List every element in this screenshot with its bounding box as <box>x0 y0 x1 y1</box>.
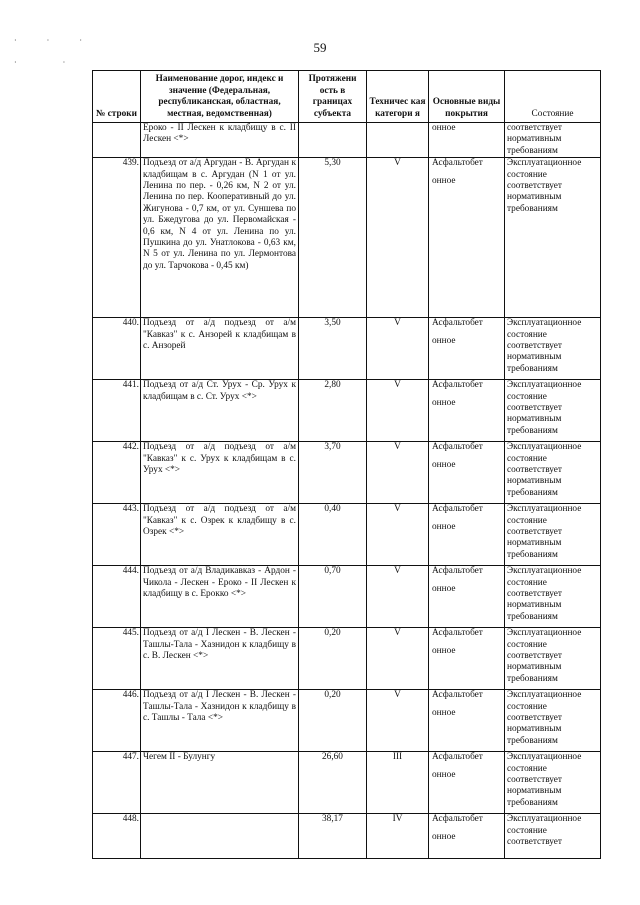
header-length: Протяжени ость в границах субъекта <box>299 71 367 123</box>
road-category: V <box>367 690 429 752</box>
road-name: Подъезд от а/д Аргудан - В. Аргудан к кладбищам в с. Аргудан (N 1 от ул. Ленина по пер. - 0,26 км, N 2 от ул. Ленина по пер. Кооперативный до ул. Жигунова - 0,7 км, от ул. Суншева по ул. Бжедугова до ул. Первомайская - 0,6 км, N 4 от ул. Ленина по ул. Пушкина до ул. Унатлокова - 0,63 км, N 5 от ул. Ленина по ул. Лермонтова до ул. Тарчокова - 0,45 км) <box>141 158 299 318</box>
road-condition: Эксплуатационное состояние соответствует нормативным требованиям <box>505 566 601 628</box>
road-name: Подъезд от а/д I Лескен - В. Лескен - Ташлы-Тала - Хазнидон к кладбищу в с. Ташлы - Тала <*> <box>141 690 299 752</box>
road-category: V <box>367 158 429 318</box>
surface-line-2: онное <box>432 459 456 470</box>
row-number: 441. <box>93 380 141 442</box>
road-surface <box>429 442 505 504</box>
road-name: Подъезд от а/д Владикавказ - Ардон - Чикола - Лескен - Ероко - II Лескен к кладбищу в с. Ерокко <*> <box>141 566 299 628</box>
road-name <box>141 814 299 859</box>
table-row <box>93 442 601 504</box>
surface-line-2: онное <box>432 645 456 656</box>
table-row <box>93 814 601 859</box>
scan-corner-marks: · · · · · <box>14 36 96 67</box>
road-length: 2,80 <box>299 380 367 442</box>
road-length: 0,40 <box>299 504 367 566</box>
surface-line-1: Асфальтобет <box>432 380 483 391</box>
table-header-row <box>93 71 601 123</box>
road-surface <box>429 752 505 814</box>
road-condition: Эксплуатационное состояние соответствует нормативным требованиям <box>505 690 601 752</box>
row-number: 439. <box>93 158 141 318</box>
surface-line-1: Асфальтобет <box>432 504 483 515</box>
row-number: 442. <box>93 442 141 504</box>
row-number: 448. <box>93 814 141 859</box>
road-surface <box>429 566 505 628</box>
road-name: Подъезд от а/д Ст. Урух - Ср. Урух к кладбищам в с. Ст. Урух <*> <box>141 380 299 442</box>
header-category: Техничес кая категори я <box>367 71 429 123</box>
road-length <box>299 123 367 158</box>
surface-line-2: онное <box>432 831 456 842</box>
road-category: V <box>367 628 429 690</box>
road-surface <box>429 690 505 752</box>
row-number: 447. <box>93 752 141 814</box>
surface-line-1: Асфальтобет <box>432 690 483 701</box>
road-category: V <box>367 442 429 504</box>
surface-line-1: Асфальтобет <box>432 158 483 169</box>
header-surface: Основные виды покрытия <box>429 71 505 123</box>
road-length: 5,30 <box>299 158 367 318</box>
road-surface <box>429 158 505 318</box>
road-condition: Эксплуатационное состояние соответствует нормативным требованиям <box>505 752 601 814</box>
row-number: 446. <box>93 690 141 752</box>
surface-line-2: онное <box>432 175 456 186</box>
road-category: III <box>367 752 429 814</box>
surface-line-1: Асфальтобет <box>432 442 483 453</box>
table-row <box>93 752 601 814</box>
road-condition: Эксплуатационное состояние соответствует нормативным требованиям <box>505 628 601 690</box>
road-name: Подъезд от а/д подъезд от а/м "Кавказ" к с. Урух к кладбищам в с. Урух <*> <box>141 442 299 504</box>
roads-table <box>92 70 601 859</box>
road-length: 0,70 <box>299 566 367 628</box>
surface-line-2: онное <box>432 707 456 718</box>
table-row <box>93 504 601 566</box>
road-name: Подъезд от а/д подъезд от а/м "Кавказ" к с. Анзорей к кладбищам в с. Анзорей <box>141 318 299 380</box>
road-category: V <box>367 504 429 566</box>
table-row <box>93 380 601 442</box>
road-condition: Эксплуатационное состояние соответствует нормативным требованиям <box>505 318 601 380</box>
table-row <box>93 628 601 690</box>
surface-line-2: онное <box>432 769 456 780</box>
road-category: V <box>367 318 429 380</box>
road-length: 38,17 <box>299 814 367 859</box>
road-category <box>367 123 429 158</box>
road-surface <box>429 380 505 442</box>
header-row-number: № строки <box>93 71 141 123</box>
surface-line-1: Асфальтобет <box>432 752 483 763</box>
road-condition: соответствует нормативным требованиям <box>505 123 601 158</box>
table-row <box>93 566 601 628</box>
header-condition: Состояние <box>505 71 601 123</box>
road-condition: Эксплуатационное состояние соответствует нормативным требованиям <box>505 504 601 566</box>
road-name: Подъезд от а/д подъезд от а/м "Кавказ" к с. Озрек к кладбищу в с. Озрек <*> <box>141 504 299 566</box>
road-category: V <box>367 380 429 442</box>
road-surface <box>429 318 505 380</box>
row-number: 444. <box>93 566 141 628</box>
road-name: Подъезд от а/д I Лескен - В. Лескен - Ташлы-Тала - Хазнидон к кладбищу в с. В. Лескен <*> <box>141 628 299 690</box>
table-row <box>93 123 601 158</box>
surface-line-1: Асфальтобет <box>432 318 483 329</box>
road-name: Чегем II - Булунгу <box>141 752 299 814</box>
surface-line-1: Асфальтобет <box>432 814 483 825</box>
road-length: 0,20 <box>299 690 367 752</box>
road-category: IV <box>367 814 429 859</box>
road-length: 3,50 <box>299 318 367 380</box>
page-number: 59 <box>313 40 327 55</box>
row-number: 445. <box>93 628 141 690</box>
surface-line-2: онное <box>432 397 456 408</box>
road-length: 26,60 <box>299 752 367 814</box>
surface-line-1: онное <box>432 123 456 133</box>
table-row <box>93 318 601 380</box>
road-surface <box>429 123 505 158</box>
surface-line-1: Асфальтобет <box>432 628 483 639</box>
row-number: 443. <box>93 504 141 566</box>
table-row <box>93 690 601 752</box>
row-number <box>93 123 141 158</box>
surface-line-2: онное <box>432 521 456 532</box>
road-condition: Эксплуатационное состояние соответствует нормативным требованиям <box>505 380 601 442</box>
road-surface <box>429 504 505 566</box>
road-length: 0,20 <box>299 628 367 690</box>
table-row <box>93 158 601 318</box>
surface-line-1: Асфальтобет <box>432 566 483 577</box>
row-number: 440. <box>93 318 141 380</box>
surface-line-2: онное <box>432 583 456 594</box>
road-condition: Эксплуатационное состояние соответствует нормативным требованиям <box>505 442 601 504</box>
road-condition: Эксплуатационное состояние соответствует нормативным требованиям <box>505 158 601 318</box>
header-road-name: Наименование дорог, индекс и значение (Федеральная, республиканская, областная, местная, ведомственная) <box>141 71 299 123</box>
road-surface <box>429 628 505 690</box>
road-length: 3,70 <box>299 442 367 504</box>
road-surface <box>429 814 505 859</box>
surface-line-2: онное <box>432 335 456 346</box>
road-category: V <box>367 566 429 628</box>
road-name: Ероко - II Лескен к кладбищу в с. II Лескен <*> <box>141 123 299 158</box>
road-condition: Эксплуатационное состояние соответствует <box>505 814 601 859</box>
